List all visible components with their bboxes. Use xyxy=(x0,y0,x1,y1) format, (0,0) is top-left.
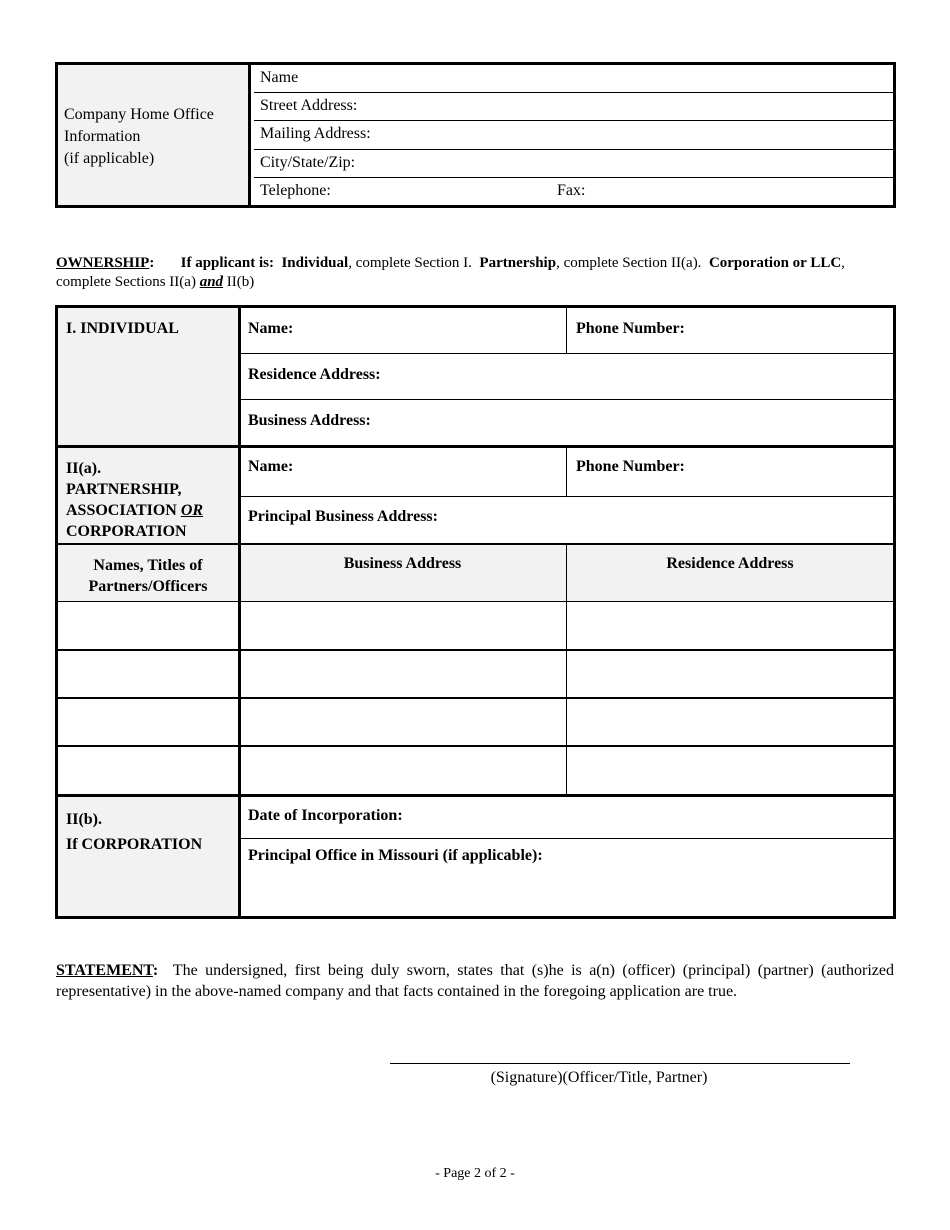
home-street-field[interactable] xyxy=(254,93,893,121)
ownership-corporation-rest: , complete Sections II(a) xyxy=(56,255,845,290)
divider xyxy=(241,838,893,839)
home-name-field[interactable] xyxy=(254,65,893,93)
partner-row-4-business-input[interactable] xyxy=(239,747,566,794)
partner-row-4-name-input[interactable] xyxy=(58,747,238,794)
ownership-table xyxy=(55,305,896,919)
section-iib-title xyxy=(66,807,202,857)
section-iia-or: OR xyxy=(180,502,204,519)
partner-row-2-name-input[interactable] xyxy=(58,651,238,697)
individual-residence-input[interactable] xyxy=(398,354,893,399)
home-office-label-line: (if applicable) xyxy=(64,150,155,167)
col-business-address-header: Business Address xyxy=(343,555,462,572)
ownership-tail: II(b) xyxy=(226,274,255,290)
section-iia-title-line: ASSOCIATION xyxy=(66,502,177,519)
partnership-name-input[interactable] xyxy=(292,448,564,496)
section-iia-title-line: II(a). xyxy=(66,460,102,477)
partnership-principal-address-label: Principal Business Address: xyxy=(248,508,438,525)
ownership-individual-rest: , complete Section I. xyxy=(348,255,472,271)
ownership-corporation: Corporation or LLC xyxy=(708,255,842,271)
page-number-footer: - Page 2 of 2 - xyxy=(435,1166,515,1181)
individual-phone-input[interactable] xyxy=(708,308,893,353)
partner-row-1-business-input[interactable] xyxy=(239,602,566,649)
home-mailing-field[interactable] xyxy=(254,121,893,150)
home-telephone-label: Telephone: xyxy=(260,182,331,199)
partner-row-3-business-input[interactable] xyxy=(239,699,566,745)
individual-name-label: Name: xyxy=(248,320,294,337)
home-name-label: Name xyxy=(260,69,299,86)
ownership-partnership: Partnership xyxy=(479,255,557,271)
incorporation-date-input[interactable] xyxy=(428,797,893,838)
col-names-titles-header xyxy=(58,555,238,597)
partnership-phone-label: Phone Number: xyxy=(576,458,685,475)
individual-business-input[interactable] xyxy=(388,400,893,445)
ownership-colon: : xyxy=(149,255,155,271)
home-citystatezip-field[interactable] xyxy=(254,150,893,178)
partnership-name-label: Name: xyxy=(248,458,294,475)
section-iib-title-line: If CORPORATION xyxy=(66,836,203,853)
statement-heading: STATEMENT xyxy=(56,962,153,979)
divider xyxy=(566,448,567,497)
home-citystatezip-label: City/State/Zip: xyxy=(260,154,356,171)
partner-row-3-residence-input[interactable] xyxy=(567,699,893,745)
section-i-title: I. INDIVIDUAL xyxy=(66,320,179,337)
divider xyxy=(566,308,567,354)
ownership-intro: If applicant is: xyxy=(180,255,274,271)
individual-residence-label: Residence Address: xyxy=(248,366,381,383)
partner-row-2-residence-input[interactable] xyxy=(567,651,893,697)
home-office-label-line: Information xyxy=(64,128,141,145)
partnership-phone-input[interactable] xyxy=(708,448,893,496)
divider xyxy=(58,543,893,545)
ownership-and: and xyxy=(199,274,224,290)
statement-colon: : xyxy=(152,962,159,979)
partner-row-4-residence-input[interactable] xyxy=(567,747,893,794)
statement-text: The undersigned, first being duly sworn, states that (s)he is a(n) (officer) (principal) (partner) (authorized representative) in the above-named company and that facts contained in the foregoing application are true. xyxy=(56,962,894,1000)
individual-phone-label: Phone Number: xyxy=(576,320,685,337)
partner-row-1-residence-input[interactable] xyxy=(567,602,893,649)
partner-row-3-name-input[interactable] xyxy=(58,699,238,745)
home-street-label: Street Address: xyxy=(260,97,358,114)
signature-caption: (Signature)(Officer/Title, Partner) xyxy=(490,1069,708,1086)
home-mailing-label: Mailing Address: xyxy=(260,125,371,142)
incorporation-date-label: Date of Incorporation: xyxy=(248,807,403,824)
ownership-individual: Individual xyxy=(281,255,349,271)
home-telephone-fax-field[interactable] xyxy=(254,178,893,205)
section-iib-title-line: II(b). xyxy=(66,811,103,828)
section-iia-title-line: PARTNERSHIP, xyxy=(66,481,182,498)
home-office-table xyxy=(55,62,896,208)
partner-row-1-name-input[interactable] xyxy=(58,602,238,649)
home-office-label-cell xyxy=(58,65,251,205)
home-fax-label: Fax: xyxy=(557,182,586,199)
partner-row-2-business-input[interactable] xyxy=(239,651,566,697)
ownership-instructions xyxy=(56,254,856,292)
ownership-partnership-rest: , complete Section II(a). xyxy=(556,255,702,271)
col-names-line: Partners/Officers xyxy=(88,578,208,595)
missouri-office-input[interactable] xyxy=(241,870,893,916)
section-iia-title-line: CORPORATION xyxy=(66,523,187,540)
individual-name-input[interactable] xyxy=(292,308,564,353)
col-names-line: Names, Titles of xyxy=(93,557,203,574)
signature-line[interactable] xyxy=(390,1063,850,1064)
home-office-label-line: Company Home Office xyxy=(64,106,214,123)
missouri-office-label: Principal Office in Missouri (if applicable): xyxy=(248,847,543,864)
statement-paragraph xyxy=(56,960,894,1002)
ownership-heading: OWNERSHIP xyxy=(56,255,150,271)
partnership-principal-address-input[interactable] xyxy=(468,497,893,543)
col-residence-address-header: Residence Address xyxy=(666,555,794,572)
section-iia-title xyxy=(66,458,203,542)
home-office-label xyxy=(64,104,214,170)
individual-business-label: Business Address: xyxy=(248,412,371,429)
